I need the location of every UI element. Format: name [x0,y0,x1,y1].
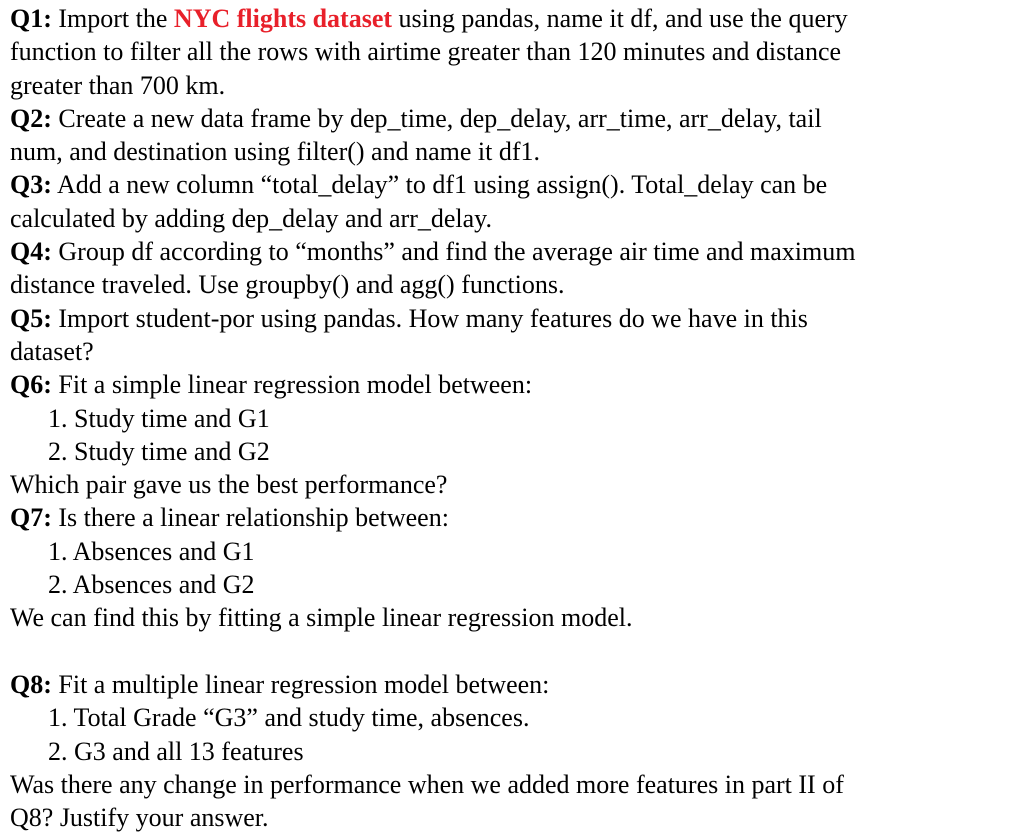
q8-item-1: 1. Total Grade “G3” and study time, absences. [48,703,530,733]
q3-line-2: calculated by adding dep_delay and arr_delay. [10,203,492,233]
q1-line-1 [10,2,1010,35]
q1-label: Q1: [10,4,52,33]
q1-line-3: greater than 700 km. [10,70,226,100]
q8-item-2: 2. G3 and all 13 features [48,736,304,766]
q8-text: Fit a multiple linear regression model between: [51,669,550,699]
q1-text-a: Import the [51,4,174,33]
q7-label: Q7: [10,503,52,533]
q5-line-2: dataset? [10,336,94,366]
q8-after-1: Was there any change in performance when we added more features in part II of [10,769,844,799]
q1-dataset-highlight: NYC flights dataset [173,4,393,33]
q6-item-2: 2. Study time and G2 [48,436,270,466]
q6-line-1 [10,368,1010,401]
q4-line-1 [10,235,1010,268]
q1-text-b: using pandas, name it df, and use the query [392,4,848,33]
q8-label: Q8: [10,669,52,699]
q6-item-1: 1. Study time and G1 [48,403,270,433]
q4-line-2: distance traveled. Use groupby() and agg() functions. [10,270,565,300]
q5-line-1 [10,302,1010,335]
q2-line-1 [10,102,1010,135]
q6-text: Fit a simple linear regression model between: [51,370,533,400]
q8-after-2: Q8? Justify your answer. [10,803,269,833]
q8-line-1 [10,668,1010,701]
q7-after: We can find this by fitting a simple linear regression model. [10,603,633,633]
q7-item-1: 1. Absences and G1 [48,536,255,566]
q3-line-1 [10,168,1010,201]
q7-line-1 [10,501,1010,534]
q7-text: Is there a linear relationship between: [51,503,449,533]
q6-label: Q6: [10,370,52,400]
q7-item-2: 2. Absences and G2 [48,570,255,600]
q6-after: Which pair gave us the best performance? [10,470,448,500]
q3-label: Q3: [10,170,52,200]
q2-line-2: num, and destination using filter() and name it df1. [10,137,540,167]
q5-label: Q5: [10,303,52,333]
q2-text: Create a new data frame by dep_time, dep_delay, arr_time, arr_delay, tail [51,103,822,133]
q3-text: Add a new column “total_delay” to df1 using assign(). Total_delay can be [51,170,828,200]
q4-label: Q4: [10,237,52,267]
q5-text: Import student-por using pandas. How many features do we have in this [51,303,808,333]
q2-label: Q2: [10,103,52,133]
blank-line [10,635,1010,668]
q4-text: Group df according to “months” and find the average air time and maximum [51,237,856,267]
q1-line-2: function to filter all the rows with airtime greater than 120 minutes and distance [10,37,842,67]
